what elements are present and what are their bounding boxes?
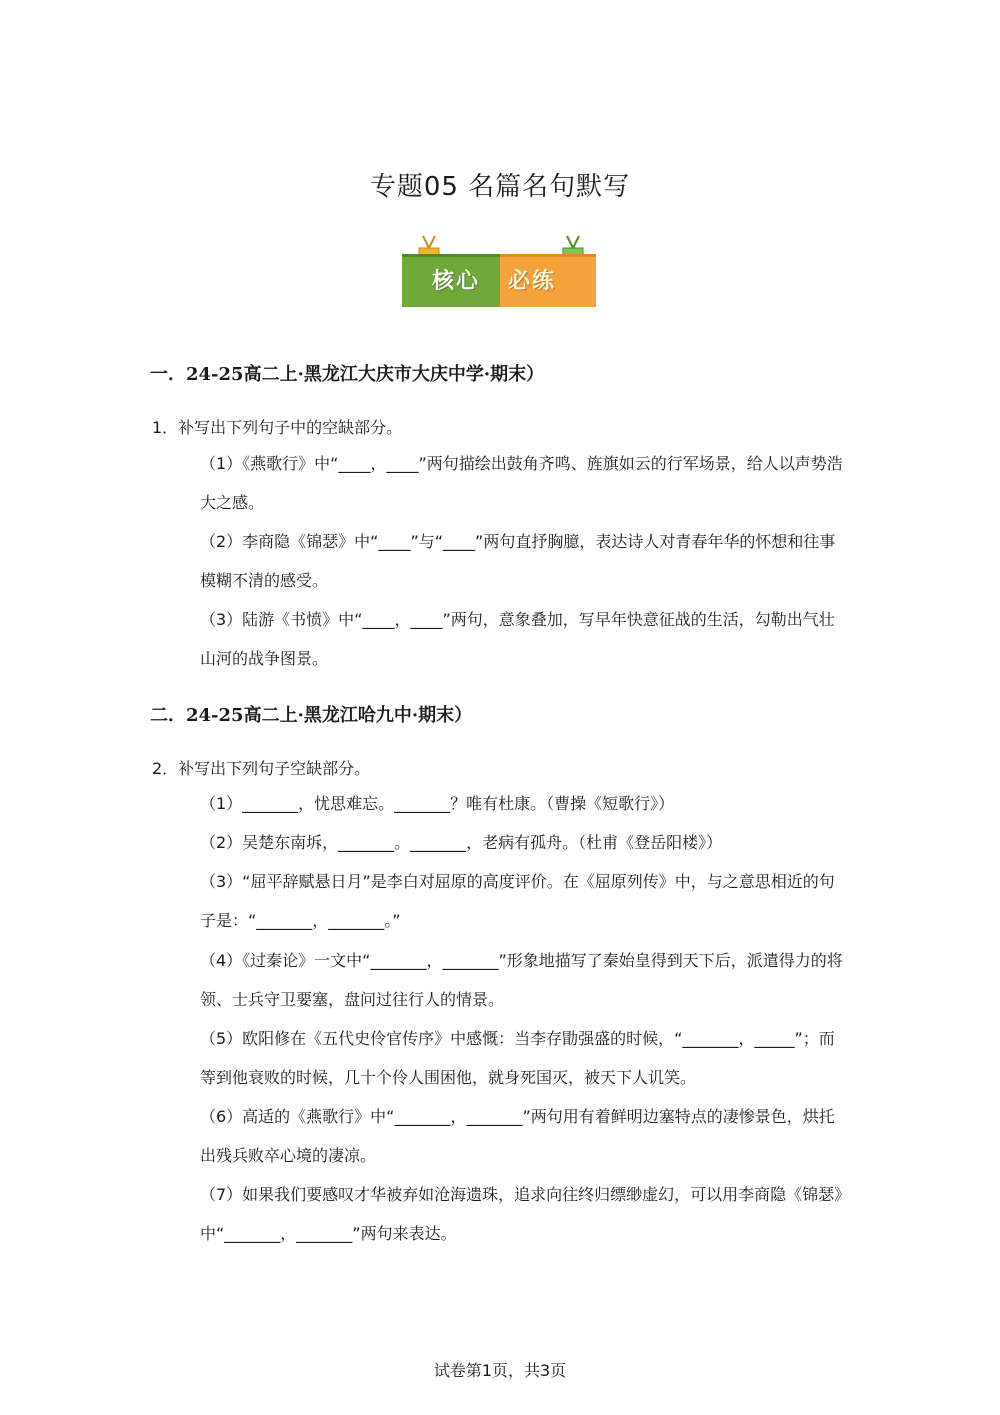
question-item: （7）如果我们要感叹才华被弃如沧海遗珠，追求向往终归缥缈虚幻，可以用李商隐《锦瑟》中“_______，_______”两句来表达。: [200, 1185, 843, 1243]
badge-right-text: 必练: [508, 269, 557, 294]
core-practice-badge: [402, 234, 598, 308]
question-item: （2）吴楚东南坼，_______。_______，老病有孤舟。（杜甫《登岳阳楼》）: [200, 833, 723, 852]
question-item: （1）《燕歌行》中“____，____”两句描绘出鼓角齐鸣、旌旗如云的行军场景，给人以声势浩大之感。: [200, 454, 843, 512]
question-stem: 2．补写出下列句子空缺部分。: [152, 759, 371, 778]
badge-left-text: 核心: [432, 269, 481, 294]
question-item: （3）陆游《书愤》中“____，____”两句，意象叠加，写早年快意征战的生活，勾勒出气壮山河的战争图景。: [200, 610, 835, 668]
question-stem: 1．补写出下列句子中的空缺部分。: [152, 418, 403, 437]
question-item: （3）“屈平辞赋悬日月”是李白对屈原的高度评价。在《屈原列传》中，与之意思相近的句子是：“_______，_______。”: [200, 872, 835, 930]
question-item: （5）欧阳修在《五代史伶官传序》中感慨：当李存勖强盛的时候，“_______，_____”；而等到他衰败的时候，几十个伶人围困他，就身死国灭，被天下人讥笑。: [200, 1029, 835, 1087]
page-title: 专题05 名篇名句默写: [369, 172, 631, 202]
question-item: （6）高适的《燕歌行》中“_______，_______”两句用有着鲜明边塞特点的凄惨景色，烘托出残兵败卒心境的凄凉。: [200, 1107, 835, 1165]
question-item: （2）李商隐《锦瑟》中“____”与“____”两句直抒胸臆，表达诗人对青春年华的怀想和往事模糊不清的感受。: [200, 532, 836, 590]
question-item: （4）《过秦论》一文中“_______，_______”形象地描写了秦始皇得到天下后，派遣得力的将领、士兵守卫要塞，盘问过往行人的情景。: [200, 951, 843, 1009]
section-heading: 二．24-25高二上·黑龙江哈九中·期末）: [150, 705, 473, 726]
question-item: （1）_______，忧思难忘。_______？唯有杜康。（曹操《短歌行》）: [200, 794, 675, 813]
page-footer: 试卷第1页，共3页: [433, 1361, 567, 1380]
section-heading: 一．24-25高二上·黑龙江大庆市大庆中学·期末）: [150, 364, 545, 385]
